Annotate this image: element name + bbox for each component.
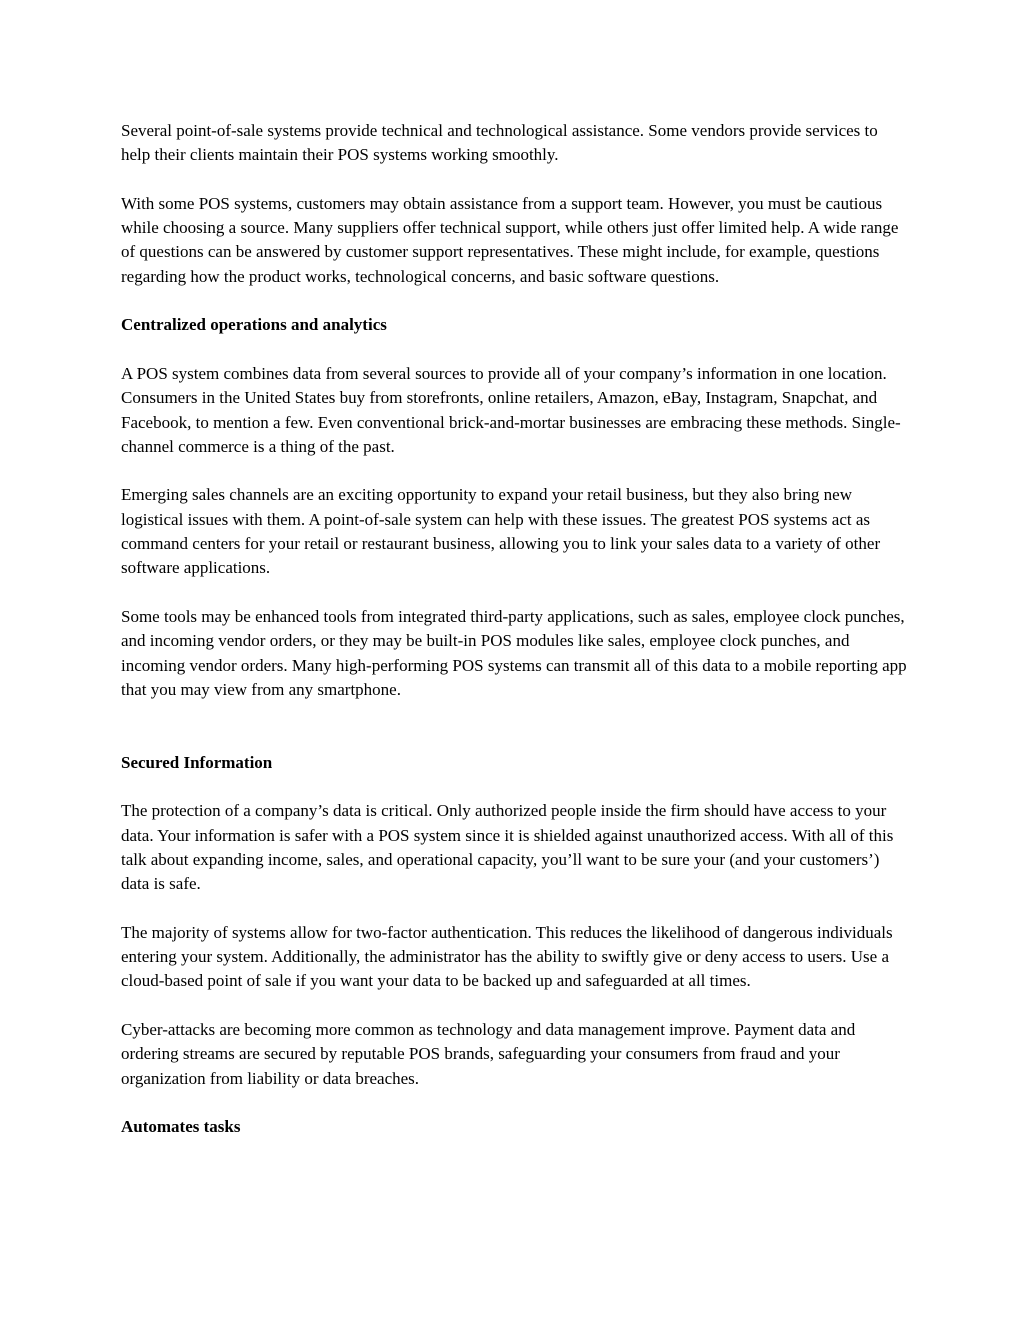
heading-automates-tasks: Automates tasks bbox=[121, 1117, 241, 1137]
paragraph-support-team: With some POS systems, customers may obtain assistance from a support team. However, you must be cautious while choosing a source. Many suppliers offer technical support, while others just offer limited help. A wide range of questions can be answered by customer support representatives. These might include, for example, questions regarding how the product works, technological concerns, and basic software questions. bbox=[121, 193, 899, 286]
document-page bbox=[121, 119, 911, 1164]
paragraph-enhanced-tools: Some tools may be enhanced tools from integrated third-party applications, such as sales, employee clock punches, and incoming vendor orders, or they may be built-in POS modules like sales, employee clock punches, and incoming vendor orders. Many high-performing POS systems can transmit all of this data to a mobile reporting app that you may view from any smartphone. bbox=[121, 606, 907, 699]
heading-secured-information: Secured Information bbox=[121, 752, 273, 772]
paragraph-combines-data: A POS system combines data from several sources to provide all of your company’s information in one location. Consumers in the United States buy from storefronts, online retailers, Amazon, eBay, Instagram, Snapchat, and Facebook, to mention a few. Even conventional brick-and-mortar businesses are embracing these methods. Single-channel commerce is a thing of the past. bbox=[121, 363, 901, 456]
paragraph-cyber-attacks: Cyber-attacks are becoming more common as technology and data management improve. Payment data and ordering streams are secured by reputable POS brands, safeguarding your consumers from fraud and your organization from liability or data breaches. bbox=[121, 1019, 856, 1088]
paragraph-data-protection: The protection of a company’s data is critical. Only authorized people inside the firm should have access to your data. Your information is safer with a POS system since it is shielded against unauthorized access. With all of this talk about expanding income, sales, and operational capacity, you’ll want to be sure your (and your customers’) data is safe. bbox=[121, 801, 894, 894]
paragraph-two-factor: The majority of systems allow for two-factor authentication. This reduces the likelihood of dangerous individuals entering your system. Additionally, the administrator has the ability to swiftly give or deny access to users. Use a cloud-based point of sale if you want your data to be backed up and safeguarded at all times. bbox=[121, 922, 893, 991]
paragraph-technical-assistance: Several point-of-sale systems provide technical and technological assistance. Some vendors provide services to help their clients maintain their POS systems working smoothly. bbox=[121, 121, 878, 165]
paragraph-sales-channels: Emerging sales channels are an exciting opportunity to expand your retail business, but they also bring new logistical issues with them. A point-of-sale system can help with these issues. The greatest POS systems act as command centers for your retail or restaurant business, allowing you to link your sales data to a variety of other software applications. bbox=[121, 485, 881, 578]
heading-centralized-operations: Centralized operations and analytics bbox=[121, 315, 387, 335]
